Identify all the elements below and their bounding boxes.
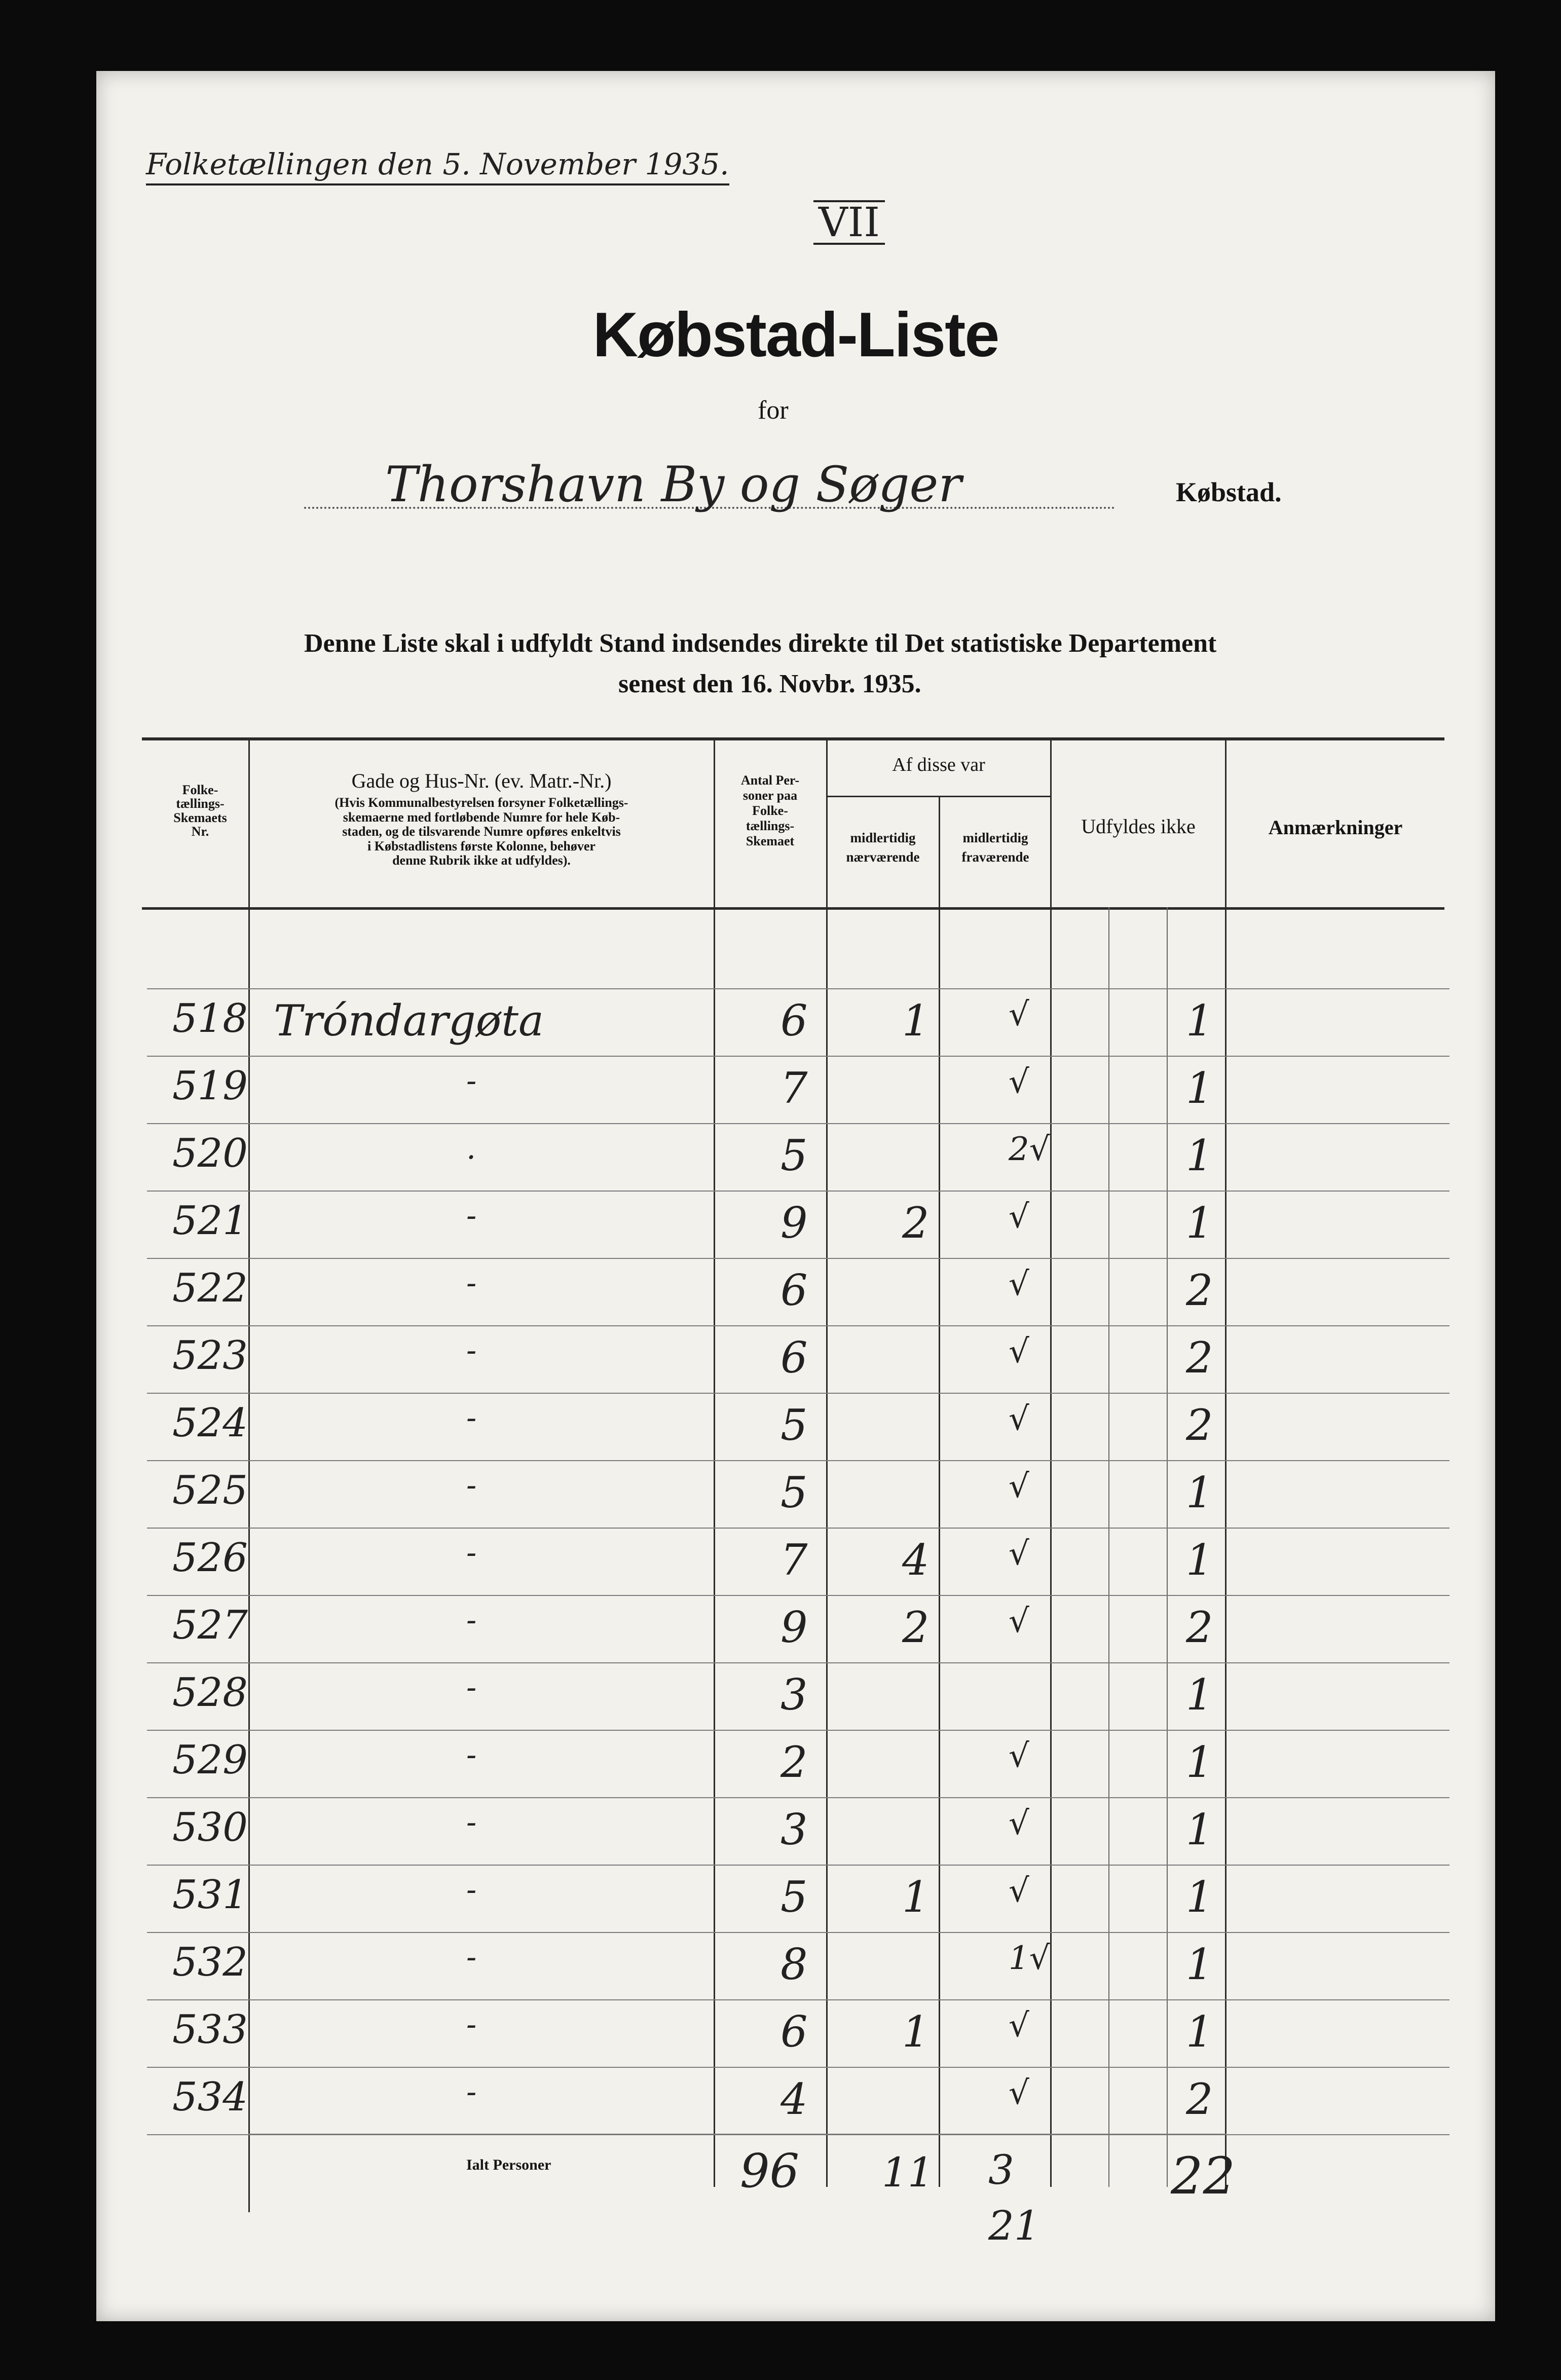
row-code: 1 xyxy=(1186,1535,1213,1585)
town-name-handwritten: Thorshavn By og Søger xyxy=(385,456,962,513)
row-persons: 5 xyxy=(780,1131,808,1180)
col-header-udfyldes-ikke: Udfyldes ikke xyxy=(1081,815,1196,838)
col-divider-4 xyxy=(939,796,940,2187)
col-divider-2 xyxy=(714,737,715,2187)
row-nr: 521 xyxy=(172,1198,248,1244)
row-persons: 8 xyxy=(780,1940,808,1989)
totals-rule xyxy=(248,2134,1226,2135)
col-divider-7 xyxy=(1167,907,1168,2187)
col-header-remarks: Anmærkninger xyxy=(1268,816,1403,839)
for-label: for xyxy=(758,396,789,425)
row-rule xyxy=(147,1865,1450,1866)
row-nr: 522 xyxy=(172,1266,248,1311)
row-code: 1 xyxy=(1186,1063,1213,1113)
instruction-line-1: Denne Liste skal i udfyldt Stand indsendes direkte til Det statistiske Departement xyxy=(304,629,1217,658)
col-header-skema-nr: Folke- tællings- Skemaets Nr. xyxy=(173,783,227,839)
row-rule xyxy=(147,1595,1450,1596)
row-street: - xyxy=(466,1468,477,1503)
row-code: 1 xyxy=(1186,1670,1213,1720)
row-nr: 531 xyxy=(172,1872,248,1918)
row-absent: 1√ xyxy=(1009,1940,1050,1977)
row-street: - xyxy=(466,1400,477,1436)
row-nr: 526 xyxy=(172,1535,248,1581)
row-nr: 525 xyxy=(172,1468,248,1513)
row-street: - xyxy=(466,1063,477,1099)
col-divider-6 xyxy=(1108,907,1109,2187)
row-street: - xyxy=(466,1198,477,1234)
row-code: 1 xyxy=(1186,996,1213,1046)
row-nr: 529 xyxy=(172,1737,248,1783)
row-street: - xyxy=(466,1737,477,1773)
row-present: 1 xyxy=(902,2007,930,2057)
row-nr: 527 xyxy=(172,1603,248,1648)
totals-label: Ialt Personer xyxy=(466,2156,551,2173)
total-present: 11 xyxy=(882,2149,934,2196)
list-number: VII xyxy=(813,200,885,245)
row-rule xyxy=(147,1123,1450,1124)
row-nr: 524 xyxy=(172,1400,248,1446)
row-nr: 518 xyxy=(172,996,248,1042)
instruction-line-2: senest den 16. Novbr. 1935. xyxy=(618,670,921,698)
row-code: 1 xyxy=(1186,1737,1213,1787)
row-rule xyxy=(147,1932,1450,1933)
row-persons: 7 xyxy=(780,1535,808,1585)
row-street: - xyxy=(466,1266,477,1301)
col-header-present: midlertidig nærværende xyxy=(846,830,920,865)
row-rule xyxy=(147,1999,1450,2000)
row-persons: 9 xyxy=(780,1603,808,1652)
row-nr: 532 xyxy=(172,1940,248,1985)
row-nr: 528 xyxy=(172,1670,248,1716)
col-divider-5 xyxy=(1050,737,1052,2187)
row-persons: 6 xyxy=(780,1266,808,1315)
total-absent: 3 xyxy=(988,2146,1014,2193)
row-code: 1 xyxy=(1186,1940,1213,1989)
row-code: 2 xyxy=(1186,1400,1213,1450)
row-street: - xyxy=(466,1670,477,1705)
row-rule xyxy=(147,1460,1450,1461)
col-divider-8 xyxy=(1225,737,1226,2187)
row-rule xyxy=(147,1393,1450,1394)
row-code: 1 xyxy=(1186,1131,1213,1180)
row-absent: √ xyxy=(1009,1468,1029,1505)
census-title: Folketællingen den 5. November 1935. xyxy=(146,147,729,185)
row-code: 1 xyxy=(1186,1468,1213,1517)
row-rule xyxy=(147,988,1450,989)
row-persons: 6 xyxy=(780,2007,808,2057)
total-persons: 96 xyxy=(740,2144,800,2198)
row-street: . xyxy=(466,1131,476,1166)
col-header-street: Gade og Hus-Nr. (ev. Matr.-Nr.) (Hvis Kommunalbestyrelsen forsyner Folketællings- skemaerne med fortløbende Numre for hele Køb- staden, og de tilsvarende Numre opføres enkeltvis i Købstadlistens første Kolonne, behøver denne Rubrik ikke at udfyldes). xyxy=(334,769,628,868)
col-header-persons: Antal Per- soner paa Folke- tællings- Skemaet xyxy=(740,773,800,848)
row-persons: 6 xyxy=(780,996,808,1046)
row-nr: 534 xyxy=(172,2074,248,2120)
main-title: Købstad-Liste xyxy=(592,300,999,370)
total-absent-extra: 21 xyxy=(988,2202,1040,2249)
row-absent: √ xyxy=(1009,2074,1029,2112)
row-absent: √ xyxy=(1009,1535,1029,1573)
row-absent: √ xyxy=(1009,1266,1029,1303)
col-header-group: Af disse var xyxy=(892,754,985,775)
col-divider-3 xyxy=(826,737,828,2187)
row-nr: 523 xyxy=(172,1333,248,1379)
row-code: 2 xyxy=(1186,1603,1213,1652)
total-code: 22 xyxy=(1171,2146,1236,2206)
row-street: - xyxy=(466,2007,477,2042)
row-street: - xyxy=(466,1333,477,1368)
row-present: 1 xyxy=(902,996,930,1046)
row-rule xyxy=(147,1797,1450,1798)
table-top-rule xyxy=(142,737,1444,740)
header-bottom-rule xyxy=(142,907,1444,910)
row-rule xyxy=(147,2067,1450,2068)
row-absent: √ xyxy=(1009,1872,1029,1910)
row-persons: 9 xyxy=(780,1198,808,1248)
row-street: - xyxy=(466,2074,477,2110)
row-nr: 533 xyxy=(172,2007,248,2053)
row-code: 2 xyxy=(1186,1266,1213,1315)
row-absent: √ xyxy=(1009,1805,1029,1842)
row-absent: 2√ xyxy=(1009,1131,1050,1168)
row-street: - xyxy=(466,1603,477,1638)
row-present: 2 xyxy=(902,1603,930,1652)
row-persons: 4 xyxy=(780,2074,808,2124)
row-code: 1 xyxy=(1186,1872,1213,1922)
row-persons: 5 xyxy=(780,1872,808,1922)
row-street: - xyxy=(466,1535,477,1571)
row-rule xyxy=(147,1191,1450,1192)
row-absent: √ xyxy=(1009,1333,1029,1370)
row-persons: 3 xyxy=(780,1805,808,1854)
row-code: 2 xyxy=(1186,1333,1213,1383)
row-code: 1 xyxy=(1186,1805,1213,1854)
row-persons: 7 xyxy=(780,1063,808,1113)
row-street: - xyxy=(466,1805,477,1840)
row-rule xyxy=(147,1730,1450,1731)
row-absent: √ xyxy=(1009,1603,1029,1640)
row-rule xyxy=(147,1662,1450,1663)
row-absent: √ xyxy=(1009,2007,1029,2044)
town-suffix: Købstad. xyxy=(1176,477,1282,507)
row-persons: 6 xyxy=(780,1333,808,1383)
row-street: - xyxy=(466,1872,477,1908)
row-code: 1 xyxy=(1186,1198,1213,1248)
row-code: 2 xyxy=(1186,2074,1213,2124)
row-nr: 519 xyxy=(172,1063,248,1109)
row-rule xyxy=(147,1056,1450,1057)
row-rule xyxy=(147,1325,1450,1326)
row-present: 2 xyxy=(902,1198,930,1248)
col-divider-1 xyxy=(248,737,250,2212)
row-persons: 5 xyxy=(780,1468,808,1517)
row-absent: √ xyxy=(1009,1063,1029,1101)
row-nr: 530 xyxy=(172,1805,248,1850)
row-present: 1 xyxy=(902,1872,930,1922)
row-persons: 2 xyxy=(780,1737,808,1787)
row-rule xyxy=(147,1528,1450,1529)
row-rule xyxy=(147,1258,1450,1259)
row-persons: 3 xyxy=(780,1670,808,1720)
group-sub-rule xyxy=(826,796,1052,797)
row-absent: √ xyxy=(1009,1400,1029,1438)
row-absent: √ xyxy=(1009,1198,1029,1236)
row-present: 4 xyxy=(902,1535,930,1585)
row-code: 1 xyxy=(1186,2007,1213,2057)
row-persons: 5 xyxy=(780,1400,808,1450)
row-nr: 520 xyxy=(172,1131,248,1176)
row-street: - xyxy=(466,1940,477,1975)
row-absent: √ xyxy=(1009,1737,1029,1775)
row-street: Tróndargøta xyxy=(274,996,544,1046)
row-absent: √ xyxy=(1009,996,1029,1033)
col-header-absent: midlertidig fraværende xyxy=(961,830,1029,865)
